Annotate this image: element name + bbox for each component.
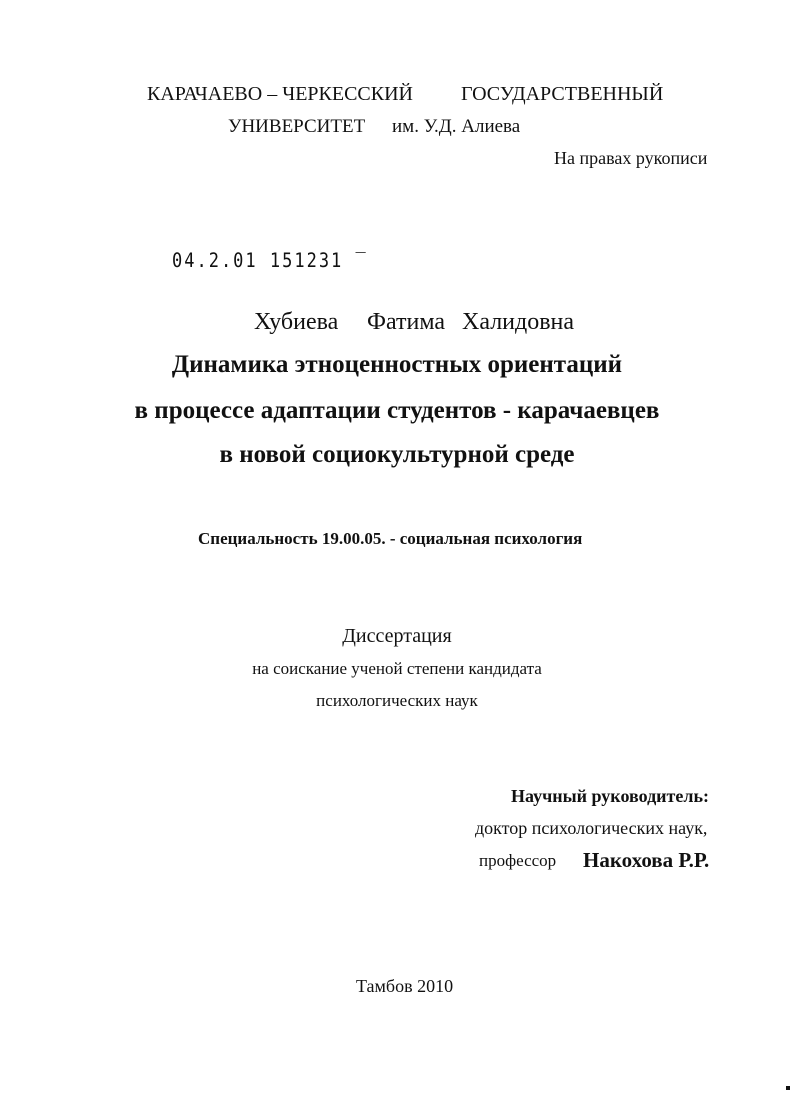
dissertation-degree-line2: психологических наук <box>316 691 478 710</box>
scan-mark <box>786 1086 790 1090</box>
university-name-part1: КАРАЧАЕВО – ЧЕРКЕССКИЙ <box>147 83 413 105</box>
university-named-after: им. У.Д. Алиева <box>392 116 521 137</box>
thesis-title-line1: Динамика этноценностных ориентаций <box>171 351 623 378</box>
supervisor-name: Накохова Р.Р. <box>583 848 710 872</box>
university-name-part2: ГОСУДАРСТВЕННЫЙ <box>461 83 664 105</box>
specialty: Специальность 19.00.05. - социальная психология <box>198 529 583 548</box>
supervisor-label: Научный руководитель: <box>511 786 709 806</box>
thesis-title-line2: в процессе адаптации студентов - карачаевцев <box>134 397 660 424</box>
rights-note: На правах рукописи <box>554 148 708 168</box>
author-patronymic: Халидовна <box>462 309 575 335</box>
university-name-part3: УНИВЕРСИТЕТ <box>228 116 366 137</box>
dissertation-degree-line1: на соискание ученой степени кандидата <box>252 659 542 678</box>
author-name: Фатима <box>367 309 445 335</box>
thesis-title-line3: в новой социокультурной среде <box>219 441 575 468</box>
dissertation-heading: Диссертация <box>342 625 452 647</box>
supervisor-degree: доктор психологических наук, <box>475 818 708 838</box>
author-surname: Хубиева <box>254 309 339 335</box>
catalog-number: 04.2.01 151231 ‾ <box>172 249 368 273</box>
supervisor-rank: профессор <box>479 851 557 870</box>
city-year: Тамбов 2010 <box>356 976 454 996</box>
